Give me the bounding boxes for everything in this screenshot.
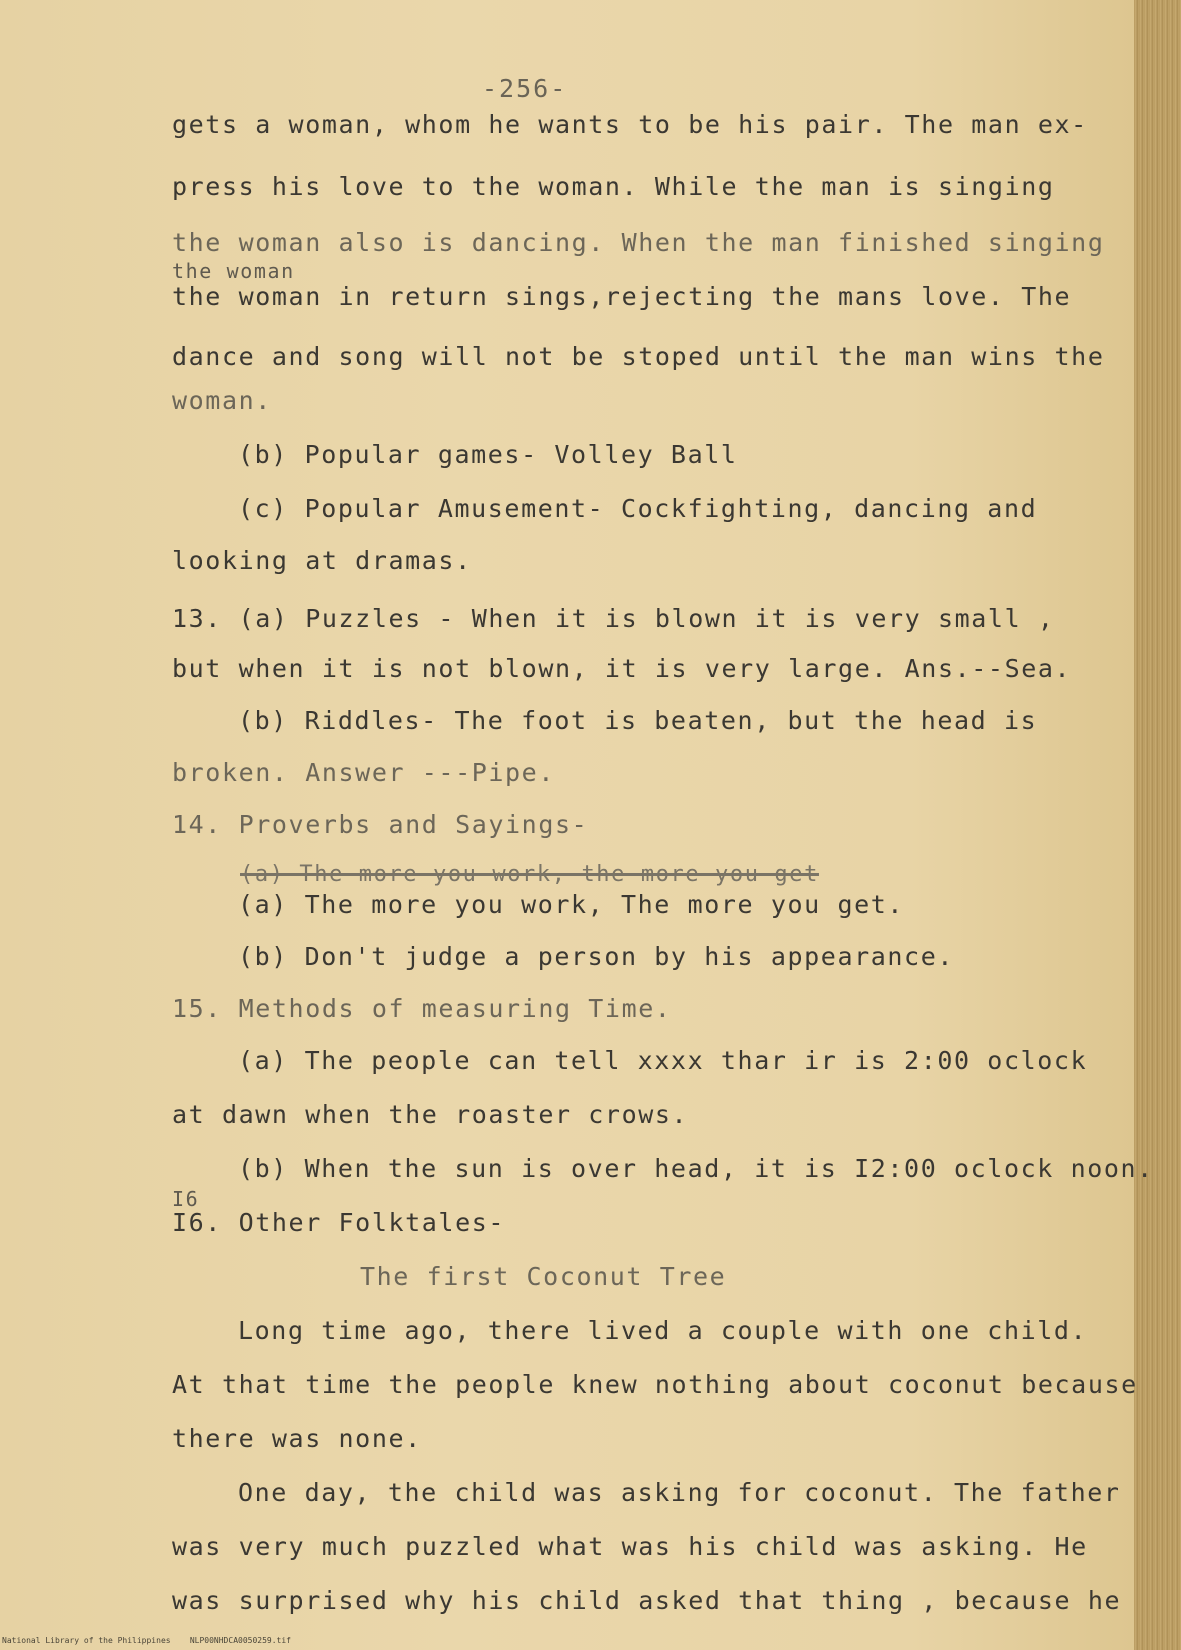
text-line: 14. Proverbs and Sayings-	[172, 810, 589, 839]
text-line-insertion: the woman	[172, 259, 295, 283]
text-line: was very much puzzled what was his child was asking. He	[172, 1532, 1088, 1561]
page-stack-edge	[1134, 0, 1181, 1650]
text-line: One day, the child was asking for coconut. The father	[238, 1478, 1121, 1507]
text-line: broken. Answer ---Pipe.	[172, 758, 555, 787]
text-line: 13. (a) Puzzles - When it is blown it is very small ,	[172, 604, 1055, 633]
text-line: (b) Riddles- The foot is beaten, but the head is	[238, 706, 1038, 735]
text-line: was surprised why his child asked that thing , because he	[172, 1586, 1122, 1615]
text-line: (c) Popular Amusement- Cockfighting, dancing and	[238, 494, 1038, 523]
text-line: I6. Other Folktales-	[172, 1208, 506, 1237]
text-line: 15. Methods of measuring Time.	[172, 994, 672, 1023]
text-line: (b) Popular games- Volley Ball	[238, 440, 738, 469]
text-line: (a) The people can tell xxxx thar ir is 2:00 oclock	[238, 1046, 1088, 1075]
text-line: press his love to the woman. While the man is singing	[172, 172, 1055, 201]
text-line: (b) When the sun is over head, it is I2:00 oclock noon.	[238, 1154, 1154, 1183]
text-line-insertion: I6	[172, 1187, 200, 1211]
page-number: -256-	[482, 74, 568, 103]
text-line: Long time ago, there lived a couple with one child.	[238, 1316, 1088, 1345]
text-line: but when it is not blown, it is very large. Ans.--Sea.	[172, 654, 1072, 683]
text-line: (b) Don't judge a person by his appearance.	[238, 942, 955, 971]
text-line: at dawn when the roaster crows.	[172, 1100, 689, 1129]
struck-out-line: (a) The more you work, the more you get	[240, 862, 819, 887]
text-line: the woman in return sings,rejecting the mans love. The	[172, 282, 1072, 311]
text-line: looking at dramas.	[172, 546, 472, 575]
text-line: At that time the people knew nothing about coconut because	[172, 1370, 1138, 1399]
scan-footer: National Library of the Philippines NLP00NHDCA0050259.tif	[2, 1636, 291, 1645]
text-line: gets a woman, whom he wants to be his pair. The man ex-	[172, 110, 1088, 139]
text-line: the woman also is dancing. When the man finished singing	[172, 228, 1105, 257]
text-line: dance and song will not be stoped until the man wins the	[172, 342, 1105, 371]
text-line: (a) The more you work, The more you get.	[238, 890, 905, 919]
text-line: woman.	[172, 386, 272, 415]
text-line: there was none.	[172, 1424, 422, 1453]
story-title: The first Coconut Tree	[360, 1262, 727, 1291]
